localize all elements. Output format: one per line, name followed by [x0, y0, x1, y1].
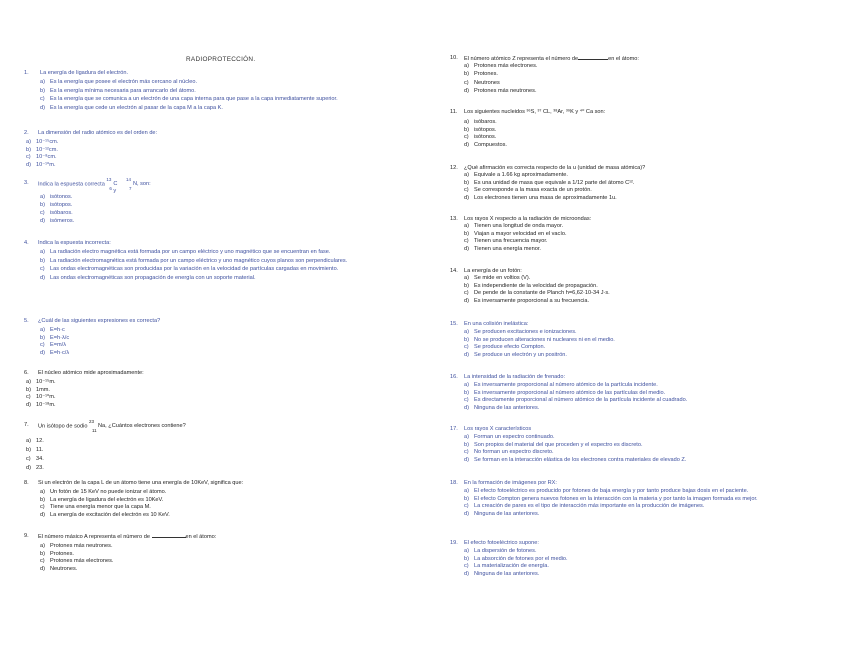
option-a[interactable]: a) Forman un espectro continuado.: [464, 433, 555, 440]
option-c[interactable]: c) E=m/λ: [40, 342, 67, 349]
option-b[interactable]: b) E=h·λ/c: [40, 334, 70, 341]
option-d[interactable]: d) Tienen una energía menor.: [464, 246, 541, 253]
option-d[interactable]: d) Neutrones.: [40, 566, 78, 573]
option-b[interactable]: b) 1mm.: [26, 386, 50, 393]
question-stem: La energía de ligadura del electrón.: [40, 70, 129, 76]
option-c[interactable]: c) Se corresponde a la masa exacta de un protón.: [464, 187, 592, 194]
question-stem: Los rayos X característicos: [464, 426, 532, 432]
question-stem: Si un electrón de la capa L de un átomo tiene una energía de 10KeV, significa que:: [38, 480, 244, 486]
question-stem: Indica la espuesta correcta 13 6 C y 14 7 N, son:: [38, 180, 392, 188]
question-15: 15. En una colisión inelástica: a) Se producen excitaciones e ionizaciones. b) No se producen alteraciones ni nucleares ni en el medio. c) Se produce efecto Compton. d) Se produce un electrón y un positrón.: [450, 321, 822, 359]
option-d[interactable]: d) La energía de excitación del electrón es 10 KeV.: [40, 512, 170, 519]
option-c[interactable]: c) Neutrones: [464, 80, 500, 87]
option-d[interactable]: d) Ninguna de las anteriores.: [464, 571, 540, 578]
option-c[interactable]: c) Tienen una frecuencia mayor.: [464, 238, 548, 245]
option-b[interactable]: b) Es una unidad de masa que equivale a 1/12 parte del átomo C¹².: [464, 179, 635, 186]
question-2: 2. La dimensión del radio atómico es del orden de: a) 10⁻¹⁵cm. b) 10⁻¹²cm. c) 10⁻⁸cm. d) 10⁻¹⁰m.: [24, 130, 392, 169]
option-a[interactable]: a) La dispersión de fotones.: [464, 547, 537, 554]
option-c[interactable]: c) Protones más electrones.: [40, 558, 114, 565]
option-a[interactable]: a) La radiación electro magnética está formada por un campo eléctrico y uno magnético que se encuentran en fase.: [40, 248, 331, 255]
option-a[interactable]: a) Protones más electrones.: [464, 62, 538, 69]
question-stem: ¿Qué afirmación es correcta respecto de la u (unidad de masa atómica)?: [464, 165, 646, 171]
option-d[interactable]: d) 10⁻¹⁸m.: [26, 402, 56, 409]
question-5: 5. ¿Cuál de las siguientes expresiones es correcta? a) E=h·c b) E=h·λ/c c) E=m/λ d) E=h·c/λ: [24, 318, 392, 357]
page-title: RADIOPROTECCIÓN.: [186, 56, 256, 63]
option-d[interactable]: d) 23.: [26, 464, 44, 471]
question-stem: Indica la espuesta incorrecta:: [38, 240, 111, 246]
option-b[interactable]: b) Es independiente de la velocidad de propagación.: [464, 282, 598, 289]
question-stem: Los rayos X respecto a la radiación de microondas:: [464, 216, 592, 222]
option-c[interactable]: c) isótonos.: [464, 134, 497, 141]
option-b[interactable]: b) El efecto Compton genera nuevos fotones en la interacción con la materia y por tanto la imagen formada es mejor.: [464, 495, 758, 502]
isotope-notation: 23 11 Na, ¿Cuántos electrones contiene?: [89, 419, 186, 433]
option-c[interactable]: c) Es la energía que se comunica a un electrón de una capa interna para que pase a la capa inmediatamente superior.: [40, 96, 338, 103]
option-c[interactable]: c) 34.: [26, 455, 44, 462]
option-a[interactable]: a) isótonos.: [40, 194, 73, 201]
option-c[interactable]: c) 10⁻⁸cm.: [26, 154, 57, 161]
question-stem: La dimensión del radio atómico es del orden de:: [38, 130, 158, 136]
question-16: 16. La intensidad de la radiación de frenado: a) Es inversamente proporcional al número atómico de la partícula incidente. b) Es inversamente proporcional al número atómico de las partículas del medio. c) Es directamente proporcional al número atómico de la partícula incidente al cuadrado. d) Ninguna de las anteriores.: [450, 374, 822, 412]
option-d[interactable]: d) Las ondas electromagnéticas son propagación de energía con un soporte material.: [40, 275, 256, 282]
option-a[interactable]: a) 12.: [26, 438, 44, 445]
question-1: [24, 70, 392, 112]
option-b[interactable]: b) Es la energía mínima necesaria para arrancarlo del átomo.: [40, 87, 196, 94]
option-a[interactable]: a) Protones más neutrones.: [40, 542, 113, 549]
question-9: 9. El número másico A representa el número de en el átomo: a) Protones más neutrones. b) Protones. c) Protones más electrones. d) Neutrones.: [24, 533, 392, 573]
option-b[interactable]: b) Viajan a mayor velocidad en el vacío.: [464, 230, 567, 237]
option-d[interactable]: d) Protones más neutrones.: [464, 88, 537, 95]
option-b[interactable]: b) 11.: [26, 447, 44, 454]
question-stem: Un isótopo de sodio 23 11 Na, ¿Cuántos electrones contiene?: [38, 422, 392, 430]
option-b[interactable]: b) La absorción de fotones por el medio.: [464, 555, 568, 562]
option-c[interactable]: c) La materialización de energía.: [464, 563, 549, 570]
question-stem: El número atómico Z representa el número de en el átomo:: [464, 56, 639, 62]
option-a[interactable]: a) isóbaros.: [464, 118, 497, 125]
option-d[interactable]: d) isómeros.: [40, 217, 75, 224]
isotope-notation: 13 6 C y: [106, 177, 118, 194]
option-b[interactable]: b) La energía de ligadura del electrón es 10KeV.: [40, 496, 164, 503]
option-c[interactable]: c) Las ondas electromagnéticas son producidas por la variación en la velocidad de partículas cargadas en movimiento.: [40, 266, 339, 273]
isotope-notation: 14 7 N, son:: [125, 177, 151, 191]
option-a[interactable]: a) 10⁻¹⁵cm.: [26, 138, 59, 145]
option-c[interactable]: c) La creación de pares es el tipo de interacción más importante en la producción de imágenes.: [464, 503, 705, 510]
option-b[interactable]: b) 10⁻¹²cm.: [26, 146, 58, 153]
option-c[interactable]: c) Se produce efecto Compton.: [464, 344, 546, 351]
option-c[interactable]: c) De pende de la constante de Planch h=6,62·10-34 J·s.: [464, 290, 610, 297]
option-b[interactable]: b) Es inversamente proporcional al número atómico de las partículas del medio.: [464, 389, 666, 396]
option-d[interactable]: d) Ninguna de las anteriores.: [464, 405, 540, 412]
option-a[interactable]: a) Un fotón de 15 KeV no puede ionizar el átomo.: [40, 488, 167, 495]
option-b[interactable]: b) isótopos.: [464, 126, 497, 133]
option-c[interactable]: c) Es directamente proporcional al número atómico de la partícula incidente al cuadrado.: [464, 397, 688, 404]
option-a[interactable]: a) 10⁻¹⁵m.: [26, 378, 56, 385]
option-d[interactable]: d) Se produce un electrón y un positrón.: [464, 352, 567, 359]
option-b[interactable]: b) La radiación electromagnética está formada por un campo eléctrico y uno magnético cuyos planos son perpendiculares.: [40, 257, 348, 264]
question-17: 17. Los rayos X característicos a) Forman un espectro continuado. b) Son propios del material del que proceden y el espectro es discreto. c) No forman un espectro discreto. d) Se forman en la interacción elástica de los electrones contra materiales de elevado Z.: [450, 426, 822, 464]
question-6: 6. El núcleo atómico mide aproximadamente: a) 10⁻¹⁵m. b) 1mm. c) 10⁻¹⁰m. d) 10⁻¹⁸m.: [24, 370, 392, 409]
question-4: 4. Indica la espuesta incorrecta: a) La radiación electro magnética está formada por un campo eléctrico y uno magnético que se encuentran en fase. b) La radiación electromagnética está formada por un campo eléctrico y uno magnético cuyos planos son perpendiculares. c) Las ondas electromagnéticas son producidas por la variación en la velocidad de partículas cargadas en movimiento. d) Las ondas electromagnéticas son propagación de energía con un soporte material.: [24, 240, 392, 282]
option-d[interactable]: d) Es la energía que cede un electrón al pasar de la capa M a la capa K.: [40, 105, 223, 112]
option-d[interactable]: d) 10⁻¹⁰m.: [26, 162, 56, 169]
option-b[interactable]: b) Protones.: [464, 70, 498, 77]
option-d[interactable]: d) Se forman en la interacción elástica de los electrones contra materiales de elevado Z.: [464, 457, 687, 464]
question-8: 8. Si un electrón de la capa L de un átomo tiene una energía de 10KeV, significa que: a) Un fotón de 15 KeV no puede ionizar el átomo. b) La energía de ligadura del electrón es 10KeV. c) Tiene una energía menor que la capa M. d) La energía de excitación del electrón es 10 KeV.: [24, 480, 392, 519]
option-a[interactable]: a) Se mide en voltios (V).: [464, 274, 531, 281]
option-a[interactable]: a) Equivale a 1.66 kg aproximadamente.: [464, 171, 568, 178]
option-d[interactable]: d) Los electrones tienen una masa de aproximadamente 1u.: [464, 195, 617, 202]
question-13: 13. Los rayos X respecto a la radiación de microondas: a) Tienen una longitud de onda mayor. b) Viajan a mayor velocidad en el vacío. c) Tienen una frecuencia mayor. d) Tienen una energía menor.: [450, 216, 822, 253]
fill-blank[interactable]: [152, 533, 186, 538]
option-a[interactable]: a) Es inversamente proporcional al número atómico de la partícula incidente.: [464, 381, 658, 388]
option-d[interactable]: d) Ninguna de las anteriores.: [464, 511, 540, 518]
question-7: 7. Un isótopo de sodio 23 11 Na, ¿Cuántos electrones contiene? a) 12. b) 11. c) 34. d) 23.: [24, 422, 392, 472]
question-stem: El número másico A representa el número de en el átomo:: [38, 534, 217, 540]
option-c[interactable]: c) isóbaros.: [40, 209, 73, 216]
option-a[interactable]: a) E=h·c: [40, 326, 65, 333]
option-b[interactable]: b) No se producen alteraciones ni nucleares ni en el medio.: [464, 336, 615, 343]
question-11: 11. Los siguientes nucleidos ³⁶S, ³⁷ CL, ³⁸Ar, ³⁹K y ⁴⁰ Ca son: a) isóbaros. b) isótopos. c) isótonos. d) Compuestos.: [450, 109, 822, 149]
option-d[interactable]: d) Compuestos.: [464, 142, 507, 149]
question-stem: El núcleo atómico mide aproximadamente:: [38, 370, 144, 376]
question-stem: En una colisión inelástica:: [464, 321, 529, 327]
question-stem: La intensidad de la radiación de frenado:: [464, 374, 566, 380]
question-10: 10. El número atómico Z representa el número de en el átomo: a) Protones más electrones. b) Protones. c) Neutrones d) Protones más neutrones.: [450, 55, 822, 95]
option-a[interactable]: a) Es la energía que posee el electrón más cercano al núcleo.: [40, 78, 198, 85]
option-c[interactable]: c) 10⁻¹⁰m.: [26, 394, 56, 401]
question-12: 12. ¿Qué afirmación es correcta respecto de la u (unidad de masa atómica)? a) Equivale a 1.66 kg aproximadamente. b) Es una unidad de masa que equivale a 1/12 parte del átomo C¹². c) Se corresponde a la masa exacta de un protón. d) Los electrones tienen una masa de aproximadamente 1u.: [450, 165, 822, 202]
option-b[interactable]: b) isótopos.: [40, 202, 73, 209]
option-a[interactable]: a) Tienen una longitud de onda mayor.: [464, 222, 564, 229]
option-b[interactable]: b) Son propios del material del que proceden y el espectro es discreto.: [464, 441, 643, 448]
option-b[interactable]: b) Protones.: [40, 550, 74, 557]
question-stem: La energía de un fotón:: [464, 268, 522, 274]
option-c[interactable]: c) No forman un espectro discreto.: [464, 449, 554, 456]
question-number: 1.: [24, 70, 29, 76]
option-d[interactable]: d) Es inversamente proporcional a su frecuencia.: [464, 298, 590, 305]
question-stem: En la formación de imágenes por RX:: [464, 480, 557, 486]
option-c[interactable]: c) Tiene una energía menor que la capa M.: [40, 504, 151, 511]
option-d[interactable]: d) E=h·c/λ: [40, 350, 70, 357]
question-19: 19. El efecto fotoeléctrico supone: a) La dispersión de fotones. b) La absorción de fotones por el medio. c) La materialización de energía. d) Ninguna de las anteriores.: [450, 540, 822, 578]
fill-blank[interactable]: [578, 55, 608, 60]
option-a[interactable]: a) Se producen excitaciones e ionizaciones.: [464, 328, 577, 335]
question-stem: El efecto fotoeléctrico supone:: [464, 540, 539, 546]
question-stem: Los siguientes nucleidos ³⁶S, ³⁷ CL, ³⁸Ar, ³⁹K y ⁴⁰ Ca son:: [464, 109, 606, 115]
option-a[interactable]: a) El efecto fotoeléctrico es producido por fotones de baja energía y por tanto produce bajas dosis en el paciente.: [464, 487, 749, 494]
question-3: 3. Indica la espuesta correcta 13 6 C y 14 7 N, son: a) isótonos. b) isótopos. c) isóbaros. d) isómeros.: [24, 180, 392, 225]
question-14: 14. La energía de un fotón: a) Se mide en voltios (V). b) Es independiente de la velocidad de propagación. c) De pende de la constante de Planch h=6,62·10-34 J·s. d) Es inversamente proporcional a su frecuencia.: [450, 268, 822, 305]
question-stem: ¿Cuál de las siguientes expresiones es correcta?: [38, 318, 161, 324]
question-18: 18. En la formación de imágenes por RX: a) El efecto fotoeléctrico es producido por fotones de baja energía y por tanto produce bajas dosis en el paciente. b) El efecto Compton genera nuevos fotones en la interacción con la materia y por tanto la imagen formada es mejor. c) La creación de pares es el tipo de interacción más importante en la producción de imágenes. d) Ninguna de las anteriores.: [450, 480, 822, 518]
